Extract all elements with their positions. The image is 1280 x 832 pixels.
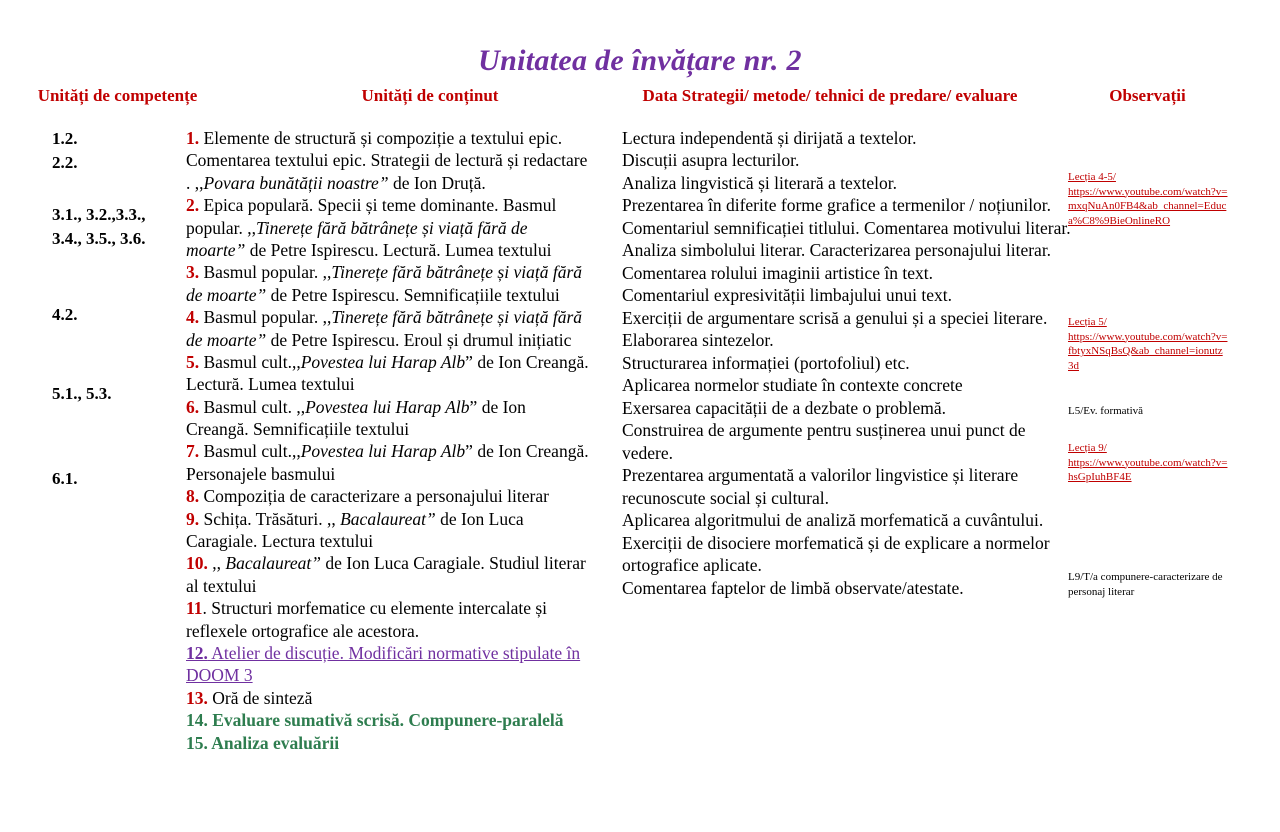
strategy-item: Analiza lingvistică și literară a textelor. (622, 172, 898, 193)
page-title: Unitatea de învățare nr. 2 (478, 44, 802, 77)
content-column (186, 127, 590, 754)
competence-code: 3.1., 3.2.,3.3., (52, 205, 146, 224)
entry-text: Evaluare sumativă scrisă. Compunere-paralelă (207, 710, 564, 731)
strategies-column (622, 127, 1074, 599)
content-entry (186, 396, 590, 441)
entry-text: Schița. Trăsături. ,, (199, 508, 341, 529)
column-header-observations: Observații (1109, 86, 1186, 105)
observation-link-label[interactable]: Lecția 4-5/ (1068, 171, 1116, 183)
strategy-item: Exerciții de argumentare scrisă a genului și a speciei literare. (622, 307, 1048, 328)
competence-code: 5.1., 5.3. (52, 384, 112, 403)
entry-text-tail: ” de Ion Creangă. Lectură. Lumea textului (186, 351, 589, 395)
content-entry (186, 306, 590, 351)
strategy-item: Exersarea capacității de a dezbate o problemă. (622, 397, 947, 418)
competence-code: 1.2. (52, 129, 78, 148)
strategy-item: Aplicarea normelor studiate în contexte concrete (622, 375, 963, 396)
content-entry (186, 508, 590, 553)
entry-title-italic: Tinerețe fără bătrânețe și viață fără de moarte” (186, 307, 583, 350)
observation-block[interactable] (1068, 441, 1228, 485)
strategy-item: Comentarea rolului imaginii artistice în text. (622, 262, 934, 283)
entry-text: Basmul cult.,, (199, 351, 301, 372)
observation-link-url[interactable]: https://www.youtube.com/watch?v=fbtyxNSqBsQ&ab_channel=ionutz3d (1068, 330, 1228, 372)
observation-link-url[interactable]: https://www.youtube.com/watch?v=hsGpIuhBF4E (1068, 456, 1228, 484)
entry-number: 2. (186, 195, 200, 216)
entry-number: 14. (186, 710, 208, 731)
entry-text: Basmul popular. ,, (199, 307, 332, 328)
entry-title-italic: Povestea lui Harap Alb (305, 396, 470, 417)
entry-text: Basmul cult.,, (199, 441, 301, 462)
content-entry (186, 642, 590, 687)
entry-text: ,, (207, 553, 226, 574)
strategy-item: Comentarea faptelor de limbă observate/atestate. (622, 577, 964, 598)
entry-title-italic: Povestea lui Harap Alb (300, 351, 466, 372)
observation-link-label[interactable]: Lecția 9/ (1068, 442, 1107, 454)
entry-text-tail: de Ion Druță. (388, 172, 486, 193)
content-entry (186, 127, 590, 194)
content-entry (186, 485, 590, 507)
entry-number: 15. (186, 732, 208, 753)
entry-title-italic: Bacalaureat” (225, 553, 321, 574)
content-entry (186, 687, 590, 709)
content-entry (186, 732, 590, 754)
content-entry (186, 261, 590, 306)
observation-block (1068, 404, 1228, 419)
observation-block[interactable] (1068, 315, 1228, 373)
strategy-item: Lectura independentă și dirijată a textelor. (622, 128, 917, 148)
entry-text-tail: de Petre Ispirescu. Semnificațiile textului (266, 284, 560, 305)
entry-number: 5. (186, 351, 200, 372)
entry-text: . Structuri morfematice cu elemente intercalate și reflexele ortografice ale acestora. (186, 598, 548, 641)
column-header-competences: Unități de competențe (37, 86, 198, 105)
entry-number: 8. (186, 486, 200, 507)
observation-note: L9/T/a compunere-caracterizare de personaj literar (1068, 571, 1223, 598)
entry-text-tail: ” de Ion Creangă. Semnificațiile textului (186, 396, 526, 440)
entry-text: Oră de sinteză (207, 687, 313, 708)
entry-text-tail: de Petre Ispirescu. Lectură. Lumea textului (245, 239, 552, 260)
strategy-item: Construirea de argumente pentru susținerea unui punct de vedere. (622, 420, 1026, 463)
competence-code: 2.2. (52, 153, 78, 172)
entry-number: 7. (186, 441, 200, 462)
content-entry (186, 351, 590, 396)
entry-text: Elemente de structură și compoziție a textului epic. Comentarea textului epic. Strategii de lectură și redactare . ,, (186, 128, 588, 193)
entry-number: 9. (186, 508, 200, 529)
entry-title-italic: Povara bunătății noastre” (203, 172, 389, 193)
column-header-strategies: Data Strategii/ metode/ tehnici de predare/ evaluare (642, 86, 1018, 105)
content-entry (186, 552, 590, 597)
entry-title-italic: Tinerețe fără bătrânețe și viață fără de moarte” (186, 262, 583, 305)
content-entry (186, 194, 590, 261)
entry-number: 3. (186, 262, 200, 283)
strategy-item: Discuții asupra lecturilor. (622, 150, 800, 171)
entry-text: Compoziția de caracterizare a personajului literar (199, 486, 549, 507)
entry-number: 13. (186, 687, 208, 708)
observation-link-url[interactable]: https://www.youtube.com/watch?v=mxqNuAn0FB4&ab_channel=Educa%C8%9BieOnlineRO (1068, 185, 1228, 227)
content-entry (186, 597, 590, 642)
content-entry (186, 440, 590, 485)
entry-text: Epica populară. Specii și teme dominante. Basmul popular. ,, (186, 195, 557, 238)
entry-title-italic: Tinerețe fără bătrânețe și viață fără de moarte” (186, 217, 528, 260)
entry-text: Basmul popular. ,, (199, 262, 332, 283)
entry-text: Basmul cult. ,, (199, 396, 306, 417)
entry-text-tail: de Petre Ispirescu. Eroul și drumul inițiatic (266, 329, 572, 350)
strategy-item: Comentariul expresivității limbajului unui text. (622, 285, 953, 306)
entry-number: 12. (186, 642, 208, 663)
strategy-item: Structurarea informației (portofoliul) etc. (622, 352, 910, 373)
observation-link-label[interactable]: Lecția 5/ (1068, 316, 1107, 328)
entry-number: 1. (186, 128, 200, 148)
strategy-item: Elaborarea sintezelor. (622, 330, 774, 351)
competence-code: 6.1. (52, 469, 78, 488)
entry-title-italic: Povestea lui Harap Alb (300, 441, 466, 462)
column-header-content: Unități de conținut (361, 86, 499, 105)
entry-text: Analiza evaluării (207, 732, 340, 753)
competence-code: 4.2. (52, 305, 78, 324)
strategy-item: Prezentarea în diferite forme grafice a termenilor / noțiunilor. Comentariul semnificației titlului. Comentarea motivului literar. Analiza simbolului literar. Caracterizarea personajului literar. (622, 195, 1071, 261)
entry-text-tail: ” de Ion Creangă. Personajele basmului (186, 441, 589, 484)
entry-text-tail: de Ion Luca Caragiale. Studiul literar al textului (186, 553, 586, 596)
competence-code: 3.4., 3.5., 3.6. (52, 229, 146, 248)
entry-number: 4. (186, 307, 200, 328)
entry-text-tail: de Ion Luca Caragiale. Lectura textului (186, 508, 524, 552)
strategy-item: Prezentarea argumentată a valorilor lingvistice și literare recunoscute social și cultural. (622, 465, 1019, 508)
entry-number: 6. (186, 396, 200, 417)
observation-block (1068, 570, 1228, 599)
entry-title-italic: Bacalaureat” (340, 508, 436, 529)
strategy-item: Exerciții de disociere morfematică și de explicare a normelor ortografice aplicate. (622, 532, 1050, 576)
entry-number: 11 (186, 598, 203, 619)
observation-block[interactable] (1068, 170, 1228, 228)
content-entry (186, 709, 590, 731)
entry-text: Atelier de discuție. Modificări normative stipulate în DOOM 3 (186, 642, 581, 686)
strategy-item: Aplicarea algoritmului de analiză morfematică a cuvântului. (622, 510, 1044, 531)
entry-number: 10. (186, 553, 208, 574)
observation-note: L5/Ev. formativă (1068, 405, 1144, 417)
